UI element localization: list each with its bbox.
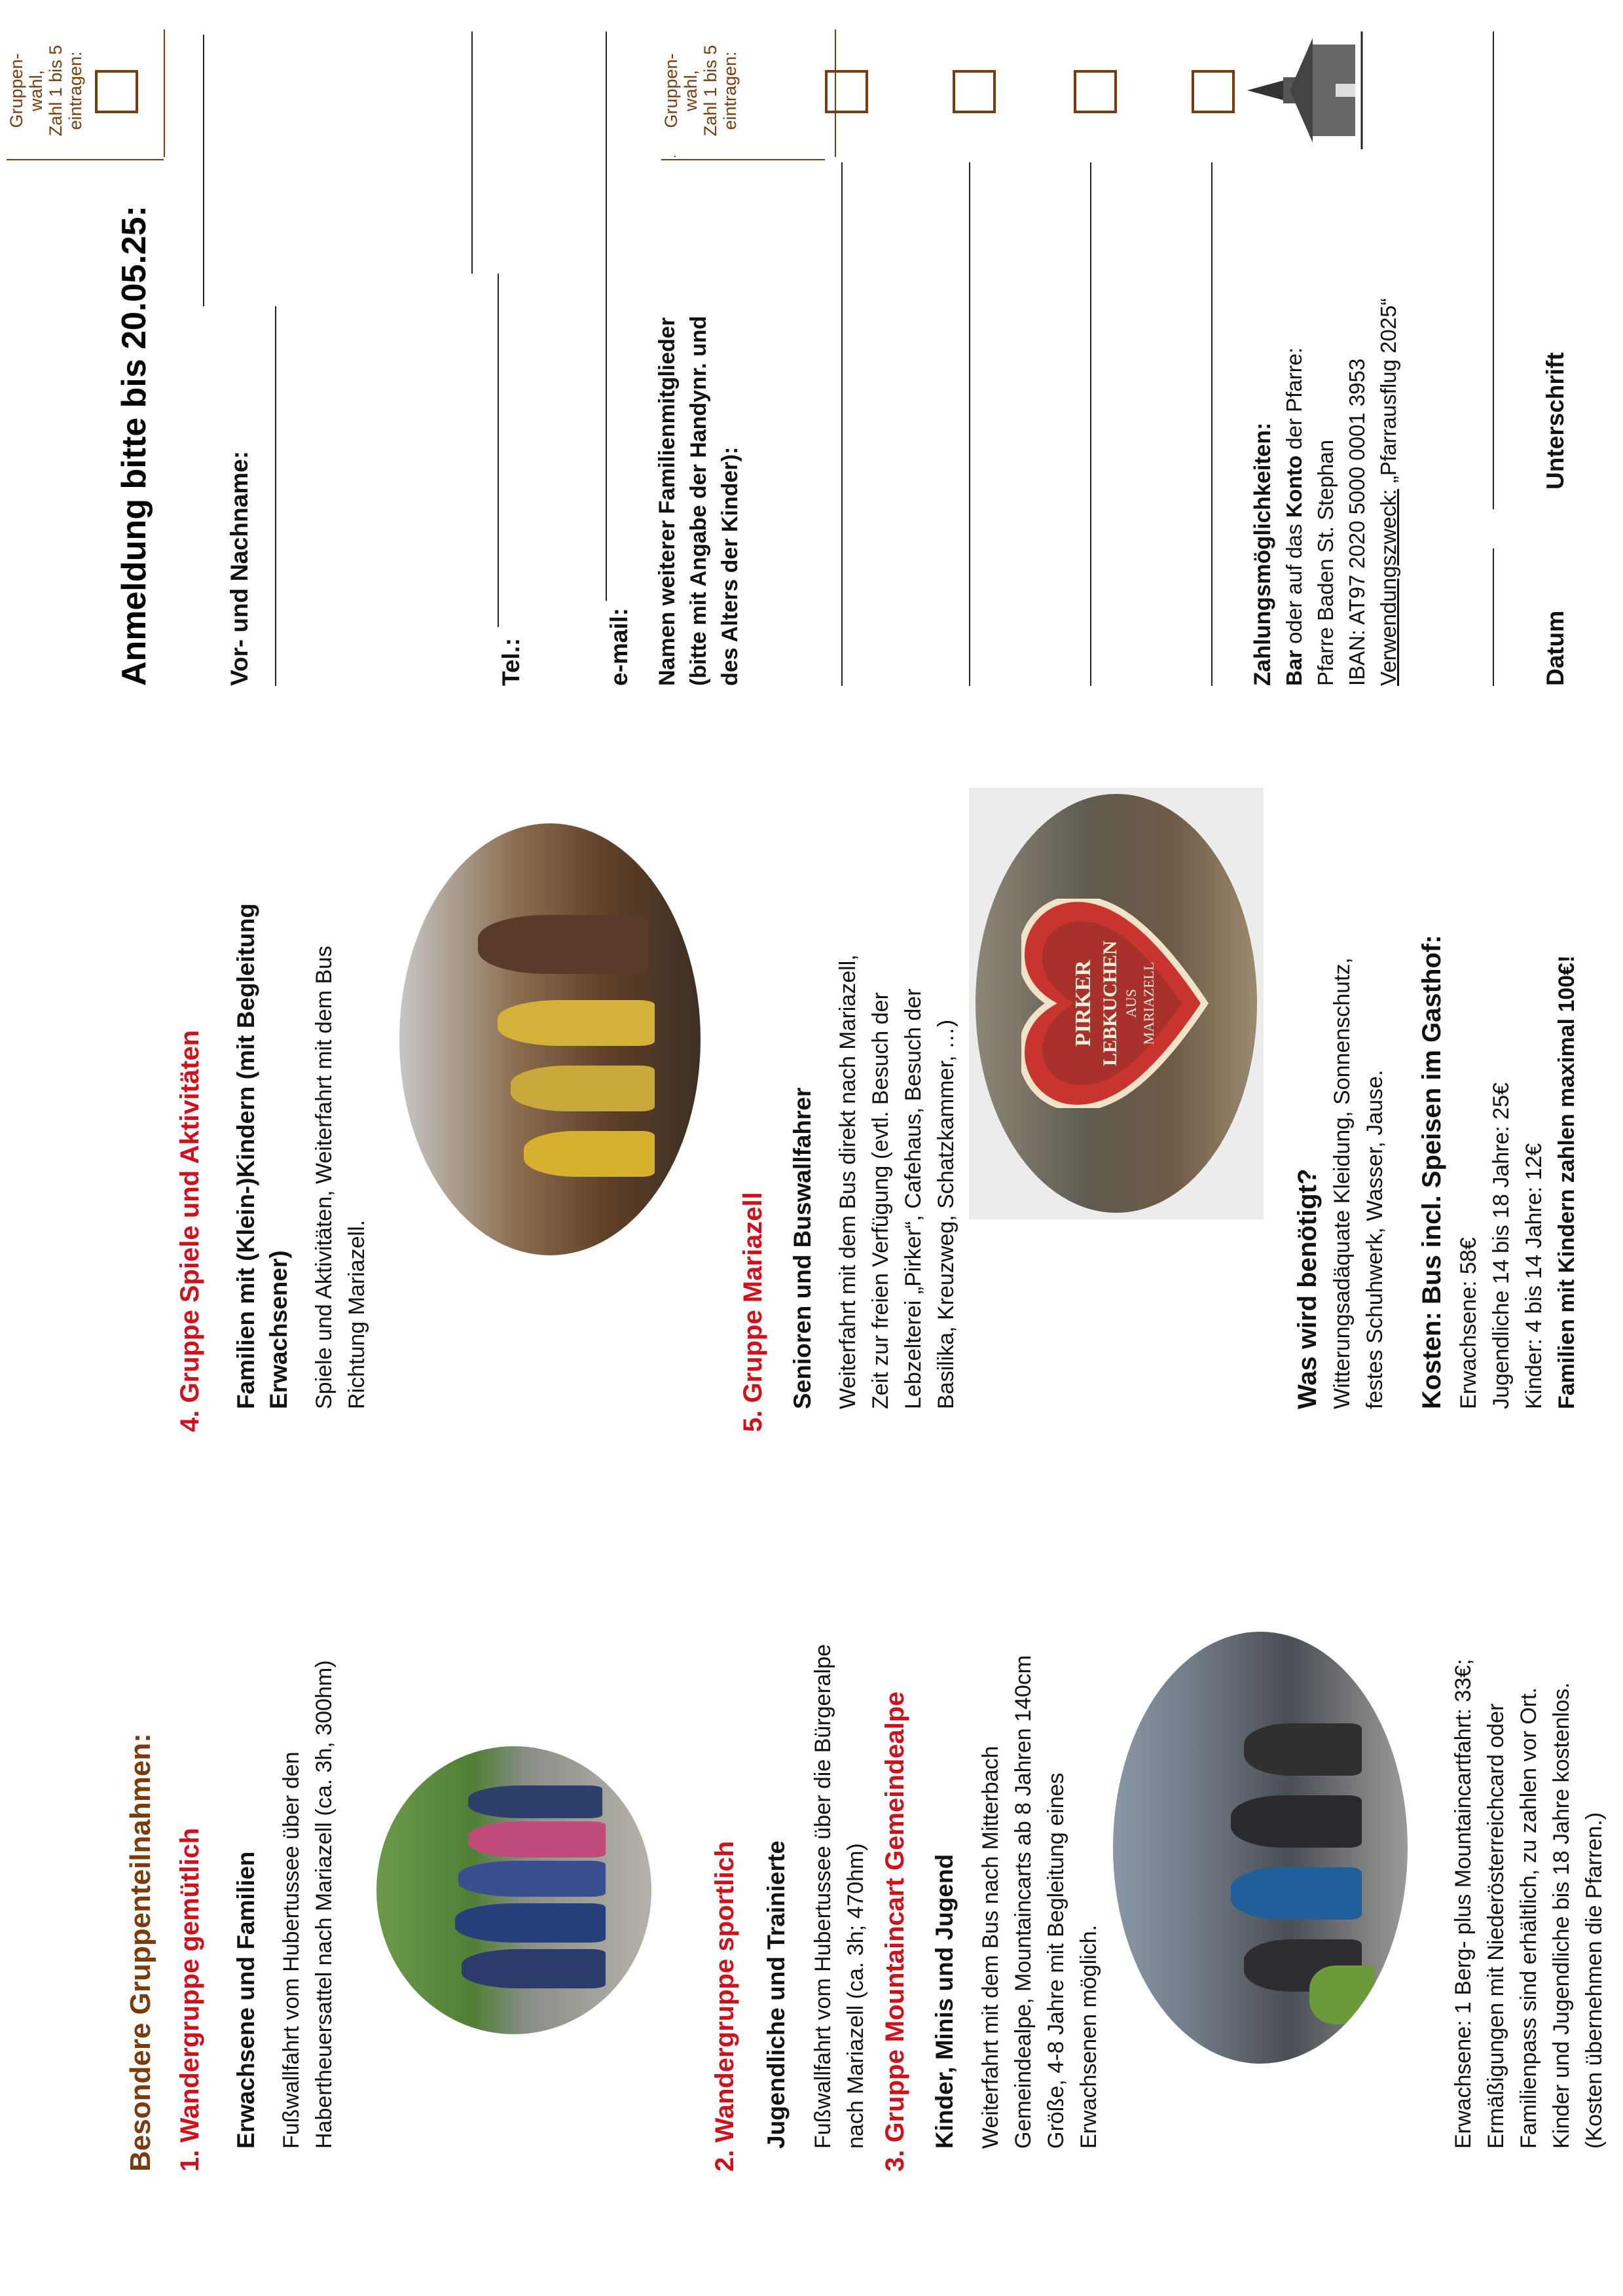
group-select-divider-2 bbox=[661, 159, 825, 160]
group-select-divider bbox=[7, 159, 164, 160]
lebkuchen-photo-frame bbox=[969, 787, 1264, 1219]
members-label-1: Namen weiterer Familienmitglieder bbox=[655, 317, 680, 686]
members-label-3: des Alters der Kinder): bbox=[718, 446, 742, 686]
cost-child: Kinder: 4 bis 14 Jahre: 12€ bbox=[1522, 1143, 1546, 1409]
column-group-info-2 bbox=[0, 764, 1623, 1445]
group-number-box-main[interactable] bbox=[95, 70, 138, 113]
payment-line-2: Pfarre Baden St. Stephan bbox=[1313, 439, 1338, 686]
group-3-desc-2: Gemeindealpe, Mountaincarts ab 8 Jahren 140cm bbox=[1011, 1655, 1036, 2149]
column-group-info bbox=[0, 1530, 1623, 2185]
signature-label: Unterschrift bbox=[1542, 352, 1569, 490]
member-line-1[interactable] bbox=[841, 162, 843, 686]
group-2-desc-1: Fußwallfahrt vom Hubertussee über die Bürgeralpe bbox=[811, 1643, 835, 2149]
cost-note-4: Kinder und Jugendliche bis 18 Jahre kostenlos. bbox=[1549, 1682, 1574, 2149]
payment-iban: IBAN: AT97 2020 5000 0001 3953 bbox=[1345, 358, 1369, 686]
needed-line-1: Witterungsadäquate Kleidung, Sonnenschutz, bbox=[1330, 958, 1355, 1409]
spacer bbox=[674, 156, 676, 157]
group-5-desc-4: Basilika, Kreuzweg, Schatzkammer, …) bbox=[934, 1019, 958, 1409]
group-3-audience: Kinder, Minis und Jugend bbox=[931, 1854, 958, 2149]
group-4-desc-2: Richtung Mariazell. bbox=[344, 1219, 369, 1409]
cost-note-2: Ermäßigungen mit Niederösterreichcard oder bbox=[1484, 1703, 1508, 2149]
hiking-group-photo bbox=[376, 1746, 651, 2034]
tel-label: Tel.: bbox=[498, 637, 524, 686]
date-line[interactable] bbox=[1493, 548, 1494, 686]
cost-note-5: (Kosten übernehmen die Pfarren.) bbox=[1582, 1812, 1607, 2149]
group-2-desc-2: nach Mariazell (ca. 3h; 470hm) bbox=[843, 1843, 868, 2149]
needed-title: Was wird benötigt? bbox=[1293, 1168, 1322, 1409]
email-label: e-mail: bbox=[606, 607, 632, 686]
group-3-desc-3: Größe, 4-8 Jahre mit Begleitung eines bbox=[1044, 1772, 1068, 2149]
group-select-underline-2 bbox=[835, 29, 836, 157]
cost-youth: Jugendliche 14 bis 18 Jahre: 25€ bbox=[1489, 1082, 1514, 1409]
section-heading: Besondere Gruppenteilnahmen: bbox=[124, 1733, 156, 2172]
group-select-underline bbox=[164, 29, 165, 157]
group-4-audience-2: Erwachsener) bbox=[265, 1250, 292, 1409]
group-4-title: 4. Gruppe Spiele und Aktivitäten bbox=[175, 1030, 204, 1432]
lebkuchen-heart bbox=[1021, 899, 1211, 1108]
group-3-title: 3. Gruppe Mountaincart Gemeindealpe bbox=[881, 1691, 909, 2172]
cost-family: Familien mit Kindern zahlen maximal 100€! bbox=[1554, 955, 1579, 1409]
group-1-desc-2: Habertheuersattel nach Mariazell (ca. 3h, 300hm) bbox=[312, 1660, 337, 2149]
group-4-audience-1: Familien mit (Klein-)Kindern (mit Begleitung bbox=[232, 903, 259, 1409]
group-4-desc-1: Spiele und Aktivitäten, Weiterfahrt mit dem Bus bbox=[312, 945, 337, 1409]
tel-line-2[interactable] bbox=[498, 274, 499, 627]
group-3-desc-1: Weiterfahrt mit dem Bus nach Mitterbach bbox=[978, 1746, 1003, 2149]
cost-adult: Erwachsene: 58€ bbox=[1456, 1237, 1481, 1409]
registration-form bbox=[0, 25, 1623, 686]
group-number-box-3[interactable] bbox=[1074, 70, 1117, 113]
group-1-audience: Erwachsene und Familien bbox=[232, 1851, 259, 2149]
group-1-desc-1: Fußwallfahrt vom Hubertussee über den bbox=[279, 1751, 304, 2149]
member-line-3[interactable] bbox=[1090, 162, 1091, 686]
payment-title: Zahlungsmöglichkeiten: bbox=[1250, 422, 1275, 686]
needed-line-2: festes Schuhwerk, Wasser, Jause. bbox=[1362, 1069, 1387, 1409]
group-5-audience: Senioren und Buswallfahrer bbox=[789, 1087, 816, 1409]
lebkuchen-photo bbox=[976, 794, 1257, 1213]
group-2-audience: Jugendliche und Trainierte bbox=[763, 1840, 790, 2149]
group-number-box-4[interactable] bbox=[1192, 70, 1235, 113]
members-label-2: (bitte mit Angabe der Handynr. und bbox=[686, 315, 711, 686]
member-line-2[interactable] bbox=[969, 162, 970, 686]
heart-text-3: AUS bbox=[1123, 988, 1139, 1018]
mountaincart-photo bbox=[1113, 1632, 1408, 2064]
group-5-desc-3: Lebzelterei „Pirker“, Cafehaus, Besuch der bbox=[901, 988, 926, 1409]
member-line-4[interactable] bbox=[1211, 162, 1213, 686]
group-2-title: 2. Wandergruppe sportlich bbox=[710, 1840, 739, 2172]
group-5-title: 5. Gruppe Mariazell bbox=[739, 1192, 767, 1432]
group-5-desc-2: Zeit zur freien Verfügung (evtl. Besuch der bbox=[868, 992, 893, 1409]
group-1-title: 1. Wandergruppe gemütlich bbox=[175, 1827, 204, 2172]
cost-title: Kosten: Bus incl. Speisen im Gasthof: bbox=[1417, 935, 1446, 1409]
group-3-desc-4: Erwachsenen möglich. bbox=[1076, 1924, 1101, 2149]
cost-note-3: Familienpass sind erhältlich, zu zahlen vor Ort. bbox=[1516, 1687, 1541, 2149]
email-line[interactable] bbox=[606, 31, 607, 601]
date-label: Datum bbox=[1542, 610, 1569, 686]
name-label: Vor- und Nachname: bbox=[226, 450, 253, 686]
tel-line-1[interactable] bbox=[471, 31, 473, 274]
group-select-label-members: Gruppen- wahl, Zahl 1 bis 5 eintragen: bbox=[661, 45, 740, 137]
heart-text-2: LEBKUCHEN bbox=[1099, 941, 1121, 1066]
payment-line-4: Verwendungszweck: „Pfarrausflug 2025“ bbox=[1376, 298, 1400, 686]
form-title: Anmeldung bitte bis 20.05.25: bbox=[115, 206, 153, 686]
group-number-box-1[interactable] bbox=[825, 70, 868, 113]
name-line-1[interactable] bbox=[203, 35, 204, 306]
name-line-2[interactable] bbox=[275, 306, 276, 686]
payment-line-1: Bar oder auf das Konto der Pfarre: bbox=[1282, 347, 1306, 686]
group-5-desc-1: Weiterfahrt mit dem Bus direkt nach Mariazell, bbox=[835, 954, 860, 1409]
group-number-box-2[interactable] bbox=[953, 70, 996, 113]
group-select-label-top: Gruppen- wahl, Zahl 1 bis 5 eintragen: bbox=[7, 45, 85, 137]
church-sketch-icon bbox=[1244, 31, 1368, 149]
signature-line[interactable] bbox=[1493, 31, 1494, 509]
cost-note-1: Erwachsene: 1 Berg- plus Mountaincartfahrt: 33€; bbox=[1451, 1659, 1476, 2149]
heart-text-1: PIRKER bbox=[1071, 960, 1095, 1047]
heart-text-4: MARIAZELL bbox=[1140, 961, 1157, 1045]
activities-photo bbox=[399, 823, 701, 1255]
